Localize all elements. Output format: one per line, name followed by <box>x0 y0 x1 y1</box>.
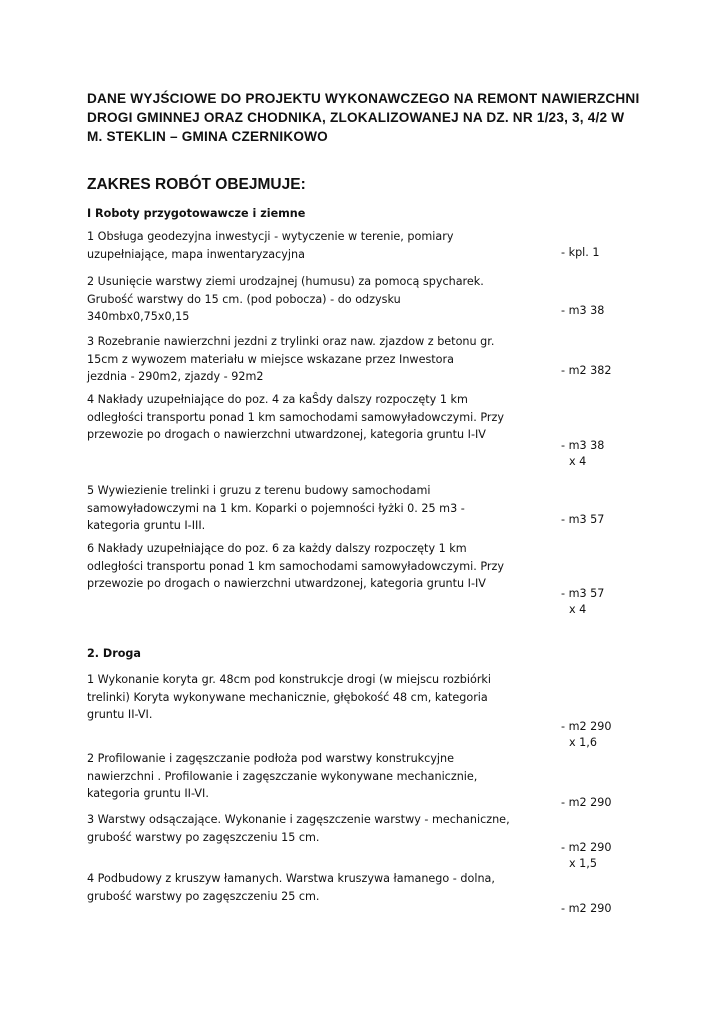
title-line: DANE WYJŚCIOWE DO PROJEKTU WYKONAWCZEGO NA REMONT NAWIERZCHNI <box>87 91 640 106</box>
quantity-line: - m2 290 <box>561 796 612 809</box>
quantity-multiplier: x 4 <box>569 455 587 468</box>
item-quantity <box>561 719 612 751</box>
section-2-title: 2. Droga <box>87 647 141 660</box>
item-text <box>87 671 491 724</box>
item-line: 1 Wykonanie koryta gr. 48cm pod konstrukcje drogi (w miejscu rozbiórki <box>87 673 492 686</box>
item-quantity <box>561 795 612 811</box>
item-quantity <box>561 512 604 528</box>
item-line: 2 Profilowanie i zagęszczanie podłoża pod warstwy konstrukcyjne <box>87 752 455 765</box>
quantity-line: - m3 38 <box>561 439 605 452</box>
title-line: M. STEKLIN – GMINA CZERNIKOWO <box>87 129 328 144</box>
item-line: 2 Usunięcie warstwy ziemi urodzajnej (humusu) za pomocą spycharek. <box>87 275 484 288</box>
quantity-line: - m2 290 <box>561 720 612 733</box>
quantity-line: - m3 57 <box>561 587 605 600</box>
item-line: Grubość warstwy do 15 cm. (pod pobocza) - do odzysku <box>87 292 401 306</box>
item-quantity <box>561 245 600 261</box>
item-text <box>87 540 504 593</box>
quantity-multiplier: x 1,6 <box>569 736 597 749</box>
item-line: nawierzchni . Profilowanie i zagęszczanie wykonywane mechanicznie, <box>87 769 478 783</box>
section-1-title: I Roboty przygotowawcze i ziemne <box>87 207 306 220</box>
quantity-line: - m2 382 <box>561 364 612 377</box>
item-quantity <box>561 363 612 379</box>
quantity-line: - m2 290 <box>561 841 612 854</box>
item-line: uzupełniające, mapa inwentaryzacyjna <box>87 247 305 261</box>
item-line: grubość warstwy po zagęszczeniu 15 cm. <box>87 830 320 844</box>
item-line: samowyładowczymi na 1 km. Koparki o pojemności łyżki 0. 25 m3 - <box>87 501 465 515</box>
quantity-line: - m3 57 <box>561 513 605 526</box>
item-line: 4 Nakłady uzupełniające do poz. 4 za kaŜdy dalszy rozpoczęty 1 km <box>87 393 468 406</box>
item-line: 3 Rozebranie nawierzchni jezdni z trylinki oraz naw. zjazdow z betonu gr. <box>87 335 495 348</box>
item-line: odległości transportu ponad 1 km samochodami samowyładowczymi. Przy <box>87 559 504 573</box>
item-line: 3 Warstwy odsączające. Wykonanie i zagęszczenie warstwy - mechaniczne, <box>87 813 510 826</box>
item-quantity <box>561 303 604 319</box>
item-text <box>87 870 495 905</box>
item-line: 4 Podbudowy z kruszyw łamanych. Warstwa kruszywa łamanego - dolna, <box>87 872 495 885</box>
quantity-multiplier: x 1,5 <box>569 857 597 870</box>
item-text <box>87 228 453 263</box>
item-text <box>87 391 504 444</box>
item-text <box>87 811 510 846</box>
item-line: 5 Wywiezienie trelinki i gruzu z terenu budowy samochodami <box>87 484 431 497</box>
item-line: odległości transportu ponad 1 km samochodami samowyładowczymi. Przy <box>87 410 504 424</box>
scope-heading: ZAKRES ROBÓT OBEJMUJE: <box>87 176 306 193</box>
item-line: kategoria gruntu I-III. <box>87 519 206 533</box>
item-text <box>87 482 465 535</box>
quantity-line: - kpl. 1 <box>561 246 600 259</box>
item-line: 340mbx0,75x0,15 <box>87 310 190 324</box>
item-quantity <box>561 438 604 470</box>
item-text <box>87 750 477 803</box>
item-line: jezdnia - 290m2, zjazdy - 92m2 <box>87 370 264 384</box>
item-quantity <box>561 840 612 872</box>
title-line: DROGI GMINNEJ ORAZ CHODNIKA, ZLOKALIZOWANEJ NA DZ. NR 1/23, 3, 4/2 W <box>87 110 625 125</box>
item-line: trelinki) Koryta wykonywane mechanicznie, głębokość 48 cm, kategoria <box>87 690 488 704</box>
item-line: grubość warstwy po zagęszczeniu 25 cm. <box>87 889 320 903</box>
quantity-line: - m3 38 <box>561 304 605 317</box>
quantity-line: - m2 290 <box>561 902 612 915</box>
item-text <box>87 273 484 326</box>
item-line: przewozie po drogach o nawierzchni utwardzonej, kategoria gruntu I-IV <box>87 428 486 442</box>
item-quantity <box>561 901 612 917</box>
item-line: kategoria gruntu II-VI. <box>87 787 209 801</box>
item-line: 15cm z wywozem materiału w miejsce wskazane przez Inwestora <box>87 352 454 366</box>
item-line: 6 Nakłady uzupełniające do poz. 6 za każdy dalszy rozpoczęty 1 km <box>87 542 467 555</box>
item-quantity <box>561 586 604 618</box>
item-line: gruntu II-VI. <box>87 708 153 722</box>
item-text <box>87 333 494 386</box>
quantity-multiplier: x 4 <box>569 603 587 616</box>
item-line: 1 Obsługa geodezyjna inwestycji - wytyczenie w terenie, pomiary <box>87 230 454 243</box>
document-title <box>87 89 657 146</box>
item-line: przewozie po drogach o nawierzchni utwardzonej, kategoria gruntu I-IV <box>87 577 486 591</box>
